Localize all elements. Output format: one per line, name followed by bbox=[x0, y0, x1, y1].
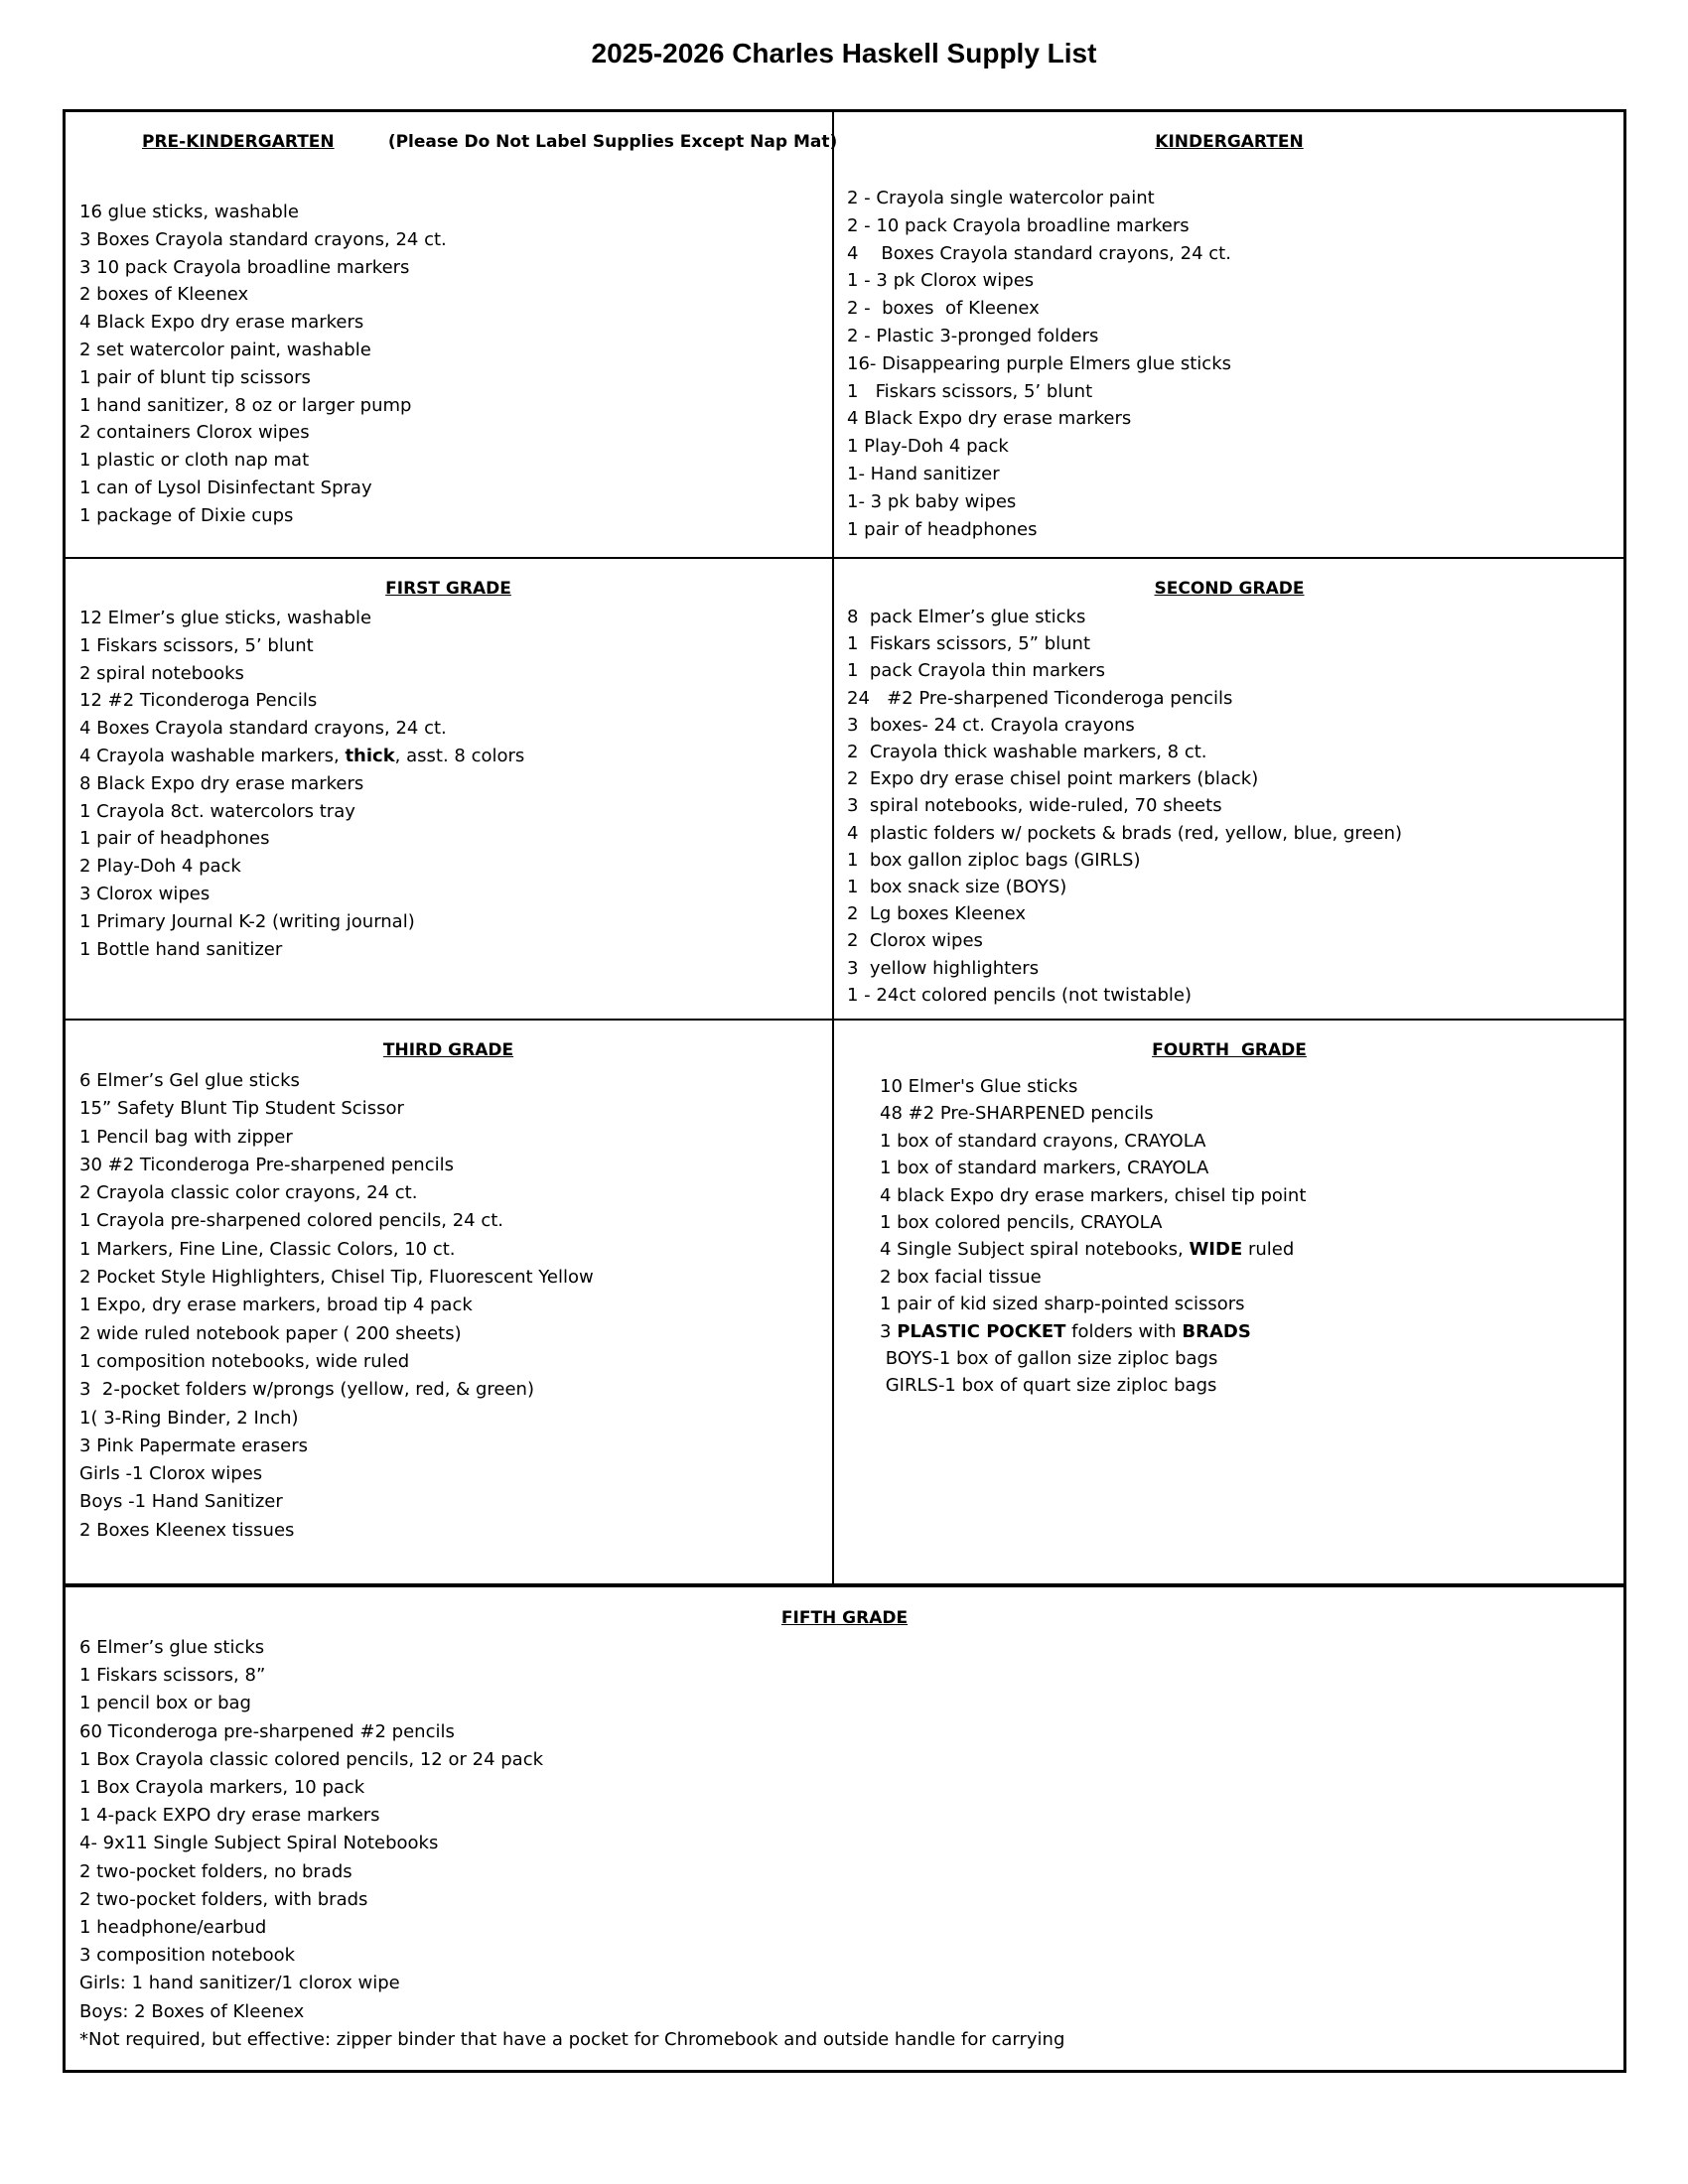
prek-note: (Please Do Not Label Supplies Except Nap Mat) bbox=[387, 132, 838, 152]
item-text: ruled bbox=[1242, 1239, 1295, 1261]
list-item: 1 pair of blunt tip scissors bbox=[79, 366, 311, 388]
list-item: 12 #2 Ticonderoga Pencils bbox=[79, 690, 318, 712]
list-item: 1 box of standard markers, CRAYOLA bbox=[880, 1158, 1209, 1179]
list-item: 1 box gallon ziploc bags (GIRLS) bbox=[847, 849, 1141, 871]
fourth-grade-list bbox=[880, 1073, 1306, 1400]
list-item: 1 Fiskars scissors, 5’ blunt bbox=[847, 380, 1093, 402]
third-grade-list bbox=[79, 1067, 594, 1545]
list-item: 3 Pink Papermate erasers bbox=[79, 1434, 309, 1456]
kindergarten-heading: KINDERGARTEN bbox=[1155, 132, 1304, 152]
list-item: 2 - 10 pack Crayola broadline markers bbox=[847, 214, 1190, 236]
item-text: 4 Crayola washable markers, bbox=[79, 745, 346, 766]
list-item: 2 box facial tissue bbox=[880, 1266, 1042, 1288]
list-item: 8 pack Elmer’s glue sticks bbox=[847, 607, 1086, 627]
list-item: 4 Boxes Crayola standard crayons, 24 ct. bbox=[847, 242, 1231, 264]
list-item: Boys -1 Hand Sanitizer bbox=[79, 1491, 283, 1513]
column-divider bbox=[832, 109, 834, 1585]
list-item: 4 Black Expo dry erase markers bbox=[847, 408, 1132, 430]
list-item: 1 pair of kid sized sharp-pointed scissors bbox=[880, 1294, 1245, 1315]
list-item: 1 Expo, dry erase markers, broad tip 4 pack bbox=[79, 1295, 473, 1316]
list-item: 8 Black Expo dry erase markers bbox=[79, 772, 364, 794]
fifth-grade-list bbox=[79, 1634, 1064, 2054]
list-item: BOYS-1 box of gallon size ziploc bags bbox=[880, 1348, 1218, 1370]
list-item: 2 Lg boxes Kleenex bbox=[847, 903, 1026, 925]
list-item: 16- Disappearing purple Elmers glue sticks bbox=[847, 352, 1232, 374]
list-item: 2 containers Clorox wipes bbox=[79, 422, 310, 444]
list-item: 4 plastic folders w/ pockets & brads (red, yellow, blue, green) bbox=[847, 822, 1402, 844]
list-item: 1 Pencil bag with zipper bbox=[79, 1126, 293, 1148]
list-item: 1 box colored pencils, CRAYOLA bbox=[880, 1212, 1163, 1234]
list-item: 4 Boxes Crayola standard crayons, 24 ct. bbox=[79, 718, 447, 740]
list-item bbox=[79, 743, 524, 770]
item-emphasis: thick bbox=[345, 745, 395, 766]
list-item: 1 hand sanitizer, 8 oz or larger pump bbox=[79, 394, 412, 416]
kindergarten-list bbox=[847, 185, 1231, 543]
item-emphasis: PLASTIC POCKET bbox=[897, 1320, 1066, 1342]
list-item: 1 Box Crayola markers, 10 pack bbox=[79, 1777, 365, 1799]
list-item: 1 - 24ct colored pencils (not twistable) bbox=[847, 984, 1193, 1006]
list-item: 3 Boxes Crayola standard crayons, 24 ct. bbox=[79, 228, 447, 250]
list-item: 2 Expo dry erase chisel point markers (black) bbox=[847, 768, 1259, 790]
list-item: 2 - boxes of Kleenex bbox=[847, 298, 1040, 320]
list-item: 1 Crayola 8ct. watercolors tray bbox=[79, 800, 355, 822]
list-item: *Not required, but effective: zipper binder that have a pocket for Chromebook and outside handle for carrying bbox=[79, 2028, 1065, 2050]
list-item: 2 set watercolor paint, washable bbox=[79, 339, 371, 360]
list-item: 1 package of Dixie cups bbox=[79, 504, 294, 526]
list-item: GIRLS-1 box of quart size ziploc bags bbox=[880, 1375, 1217, 1397]
list-item: 2 Clorox wipes bbox=[847, 930, 983, 952]
list-item: 1 Play-Doh 4 pack bbox=[847, 436, 1009, 458]
list-item: 1 Crayola pre-sharpened colored pencils, 24 ct. bbox=[79, 1210, 504, 1232]
list-item: Girls -1 Clorox wipes bbox=[79, 1463, 263, 1485]
item-text: folders with bbox=[1065, 1320, 1183, 1342]
list-item: 12 Elmer’s glue sticks, washable bbox=[79, 608, 372, 628]
list-item: 4- 9x11 Single Subject Spiral Notebooks bbox=[79, 1833, 439, 1854]
list-item: 2 - Plastic 3-pronged folders bbox=[847, 325, 1099, 346]
list-item: 2 two-pocket folders, with brads bbox=[79, 1888, 368, 1910]
list-item: 48 #2 Pre-SHARPENED pencils bbox=[880, 1103, 1154, 1125]
list-item: 3 composition notebook bbox=[79, 1945, 296, 1967]
fifth-grade-heading: FIFTH GRADE bbox=[780, 1608, 909, 1628]
list-item: 2 Pocket Style Highlighters, Chisel Tip, Fluorescent Yellow bbox=[79, 1267, 594, 1289]
list-item: 1( 3-Ring Binder, 2 Inch) bbox=[79, 1407, 299, 1429]
list-item: 2 - Crayola single watercolor paint bbox=[847, 188, 1155, 208]
row-divider-1 bbox=[63, 557, 1626, 559]
list-item: 1 composition notebooks, wide ruled bbox=[79, 1350, 410, 1372]
list-item: 24 #2 Pre-sharpened Ticonderoga pencils bbox=[847, 687, 1233, 709]
list-item: 2 Play-Doh 4 pack bbox=[79, 856, 241, 878]
list-item: 2 Boxes Kleenex tissues bbox=[79, 1519, 295, 1541]
item-emphasis: WIDE bbox=[1189, 1239, 1243, 1261]
list-item: 1- Hand sanitizer bbox=[847, 463, 1000, 484]
prek-list bbox=[79, 199, 447, 530]
list-item: 4 black Expo dry erase markers, chisel tip point bbox=[880, 1184, 1307, 1206]
prek-heading: PRE-KINDERGARTEN bbox=[142, 132, 335, 152]
item-text: , asst. 8 colors bbox=[394, 745, 525, 766]
list-item: 1 4-pack EXPO dry erase markers bbox=[79, 1805, 380, 1827]
list-item: 1 Bottle hand sanitizer bbox=[79, 938, 283, 960]
list-item: 1 pair of headphones bbox=[847, 518, 1038, 540]
row-divider-2 bbox=[63, 1019, 1626, 1021]
list-item: 1 pencil box or bag bbox=[79, 1693, 251, 1714]
list-item: 2 Crayola classic color crayons, 24 ct. bbox=[79, 1182, 418, 1204]
list-item: 2 boxes of Kleenex bbox=[79, 284, 249, 306]
list-item: 3 yellow highlighters bbox=[847, 957, 1040, 979]
list-item: 1 plastic or cloth nap mat bbox=[79, 450, 310, 472]
list-item: 1 Fiskars scissors, 5” blunt bbox=[847, 633, 1091, 655]
list-item: 1 - 3 pk Clorox wipes bbox=[847, 270, 1035, 292]
list-item: 2 two-pocket folders, no brads bbox=[79, 1860, 352, 1882]
list-item: 1 can of Lysol Disinfectant Spray bbox=[79, 477, 372, 498]
list-item: 2 spiral notebooks bbox=[79, 662, 244, 684]
list-item: 1 headphone/earbud bbox=[79, 1917, 267, 1939]
list-item: 2 Crayola thick washable markers, 8 ct. bbox=[847, 742, 1207, 763]
list-item: 3 2-pocket folders w/prongs (yellow, red, & green) bbox=[79, 1379, 534, 1401]
list-item: 10 Elmer's Glue sticks bbox=[880, 1076, 1078, 1097]
list-item: 3 10 pack Crayola broadline markers bbox=[79, 256, 410, 278]
second-grade-list bbox=[847, 604, 1402, 1009]
list-item: 1- 3 pk baby wipes bbox=[847, 490, 1017, 512]
list-item: 2 wide ruled notebook paper ( 200 sheets) bbox=[79, 1322, 462, 1344]
list-item: 3 boxes- 24 ct. Crayola crayons bbox=[847, 714, 1135, 736]
list-item: 1 Primary Journal K-2 (writing journal) bbox=[79, 910, 415, 932]
third-grade-heading: THIRD GRADE bbox=[382, 1040, 514, 1060]
first-grade-heading: FIRST GRADE bbox=[385, 579, 511, 599]
list-item: 1 Fiskars scissors, 8” bbox=[79, 1665, 266, 1687]
list-item: 1 box of standard crayons, CRAYOLA bbox=[880, 1130, 1206, 1152]
prek-header bbox=[142, 132, 837, 152]
row-divider-3 bbox=[63, 1583, 1626, 1587]
list-item: 1 Fiskars scissors, 5’ blunt bbox=[79, 634, 314, 656]
list-item: 30 #2 Ticonderoga Pre-sharpened pencils bbox=[79, 1154, 454, 1175]
list-item bbox=[880, 1236, 1306, 1263]
item-emphasis: BRADS bbox=[1182, 1320, 1251, 1342]
page-title: 2025-2026 Charles Haskell Supply List bbox=[591, 38, 1097, 68]
fourth-grade-heading: FOURTH GRADE bbox=[1152, 1040, 1307, 1060]
list-item: 6 Elmer’s glue sticks bbox=[79, 1637, 265, 1658]
list-item: 1 Box Crayola classic colored pencils, 12 or 24 pack bbox=[79, 1748, 544, 1770]
list-item: 15” Safety Blunt Tip Student Scissor bbox=[79, 1098, 404, 1120]
second-grade-heading: SECOND GRADE bbox=[1154, 579, 1305, 599]
list-item: 3 Clorox wipes bbox=[79, 883, 211, 904]
list-item: Boys: 2 Boxes of Kleenex bbox=[79, 2000, 305, 2022]
item-text: 3 bbox=[880, 1320, 898, 1342]
list-item bbox=[880, 1318, 1306, 1345]
list-item: 6 Elmer’s Gel glue sticks bbox=[79, 1070, 300, 1091]
first-grade-list bbox=[79, 605, 524, 963]
item-text: 4 Single Subject spiral notebooks, bbox=[880, 1239, 1190, 1261]
list-item: 1 box snack size (BOYS) bbox=[847, 877, 1067, 898]
list-item: 1 pack Crayola thin markers bbox=[847, 660, 1106, 682]
list-item: 3 spiral notebooks, wide-ruled, 70 sheets bbox=[847, 795, 1222, 817]
list-item: 60 Ticonderoga pre-sharpened #2 pencils bbox=[79, 1720, 455, 1742]
list-item: Girls: 1 hand sanitizer/1 clorox wipe bbox=[79, 1973, 400, 1994]
list-item: 1 pair of headphones bbox=[79, 828, 270, 850]
list-item: 4 Black Expo dry erase markers bbox=[79, 312, 364, 334]
list-item: 16 glue sticks, washable bbox=[79, 202, 299, 222]
list-item: 1 Markers, Fine Line, Classic Colors, 10 ct. bbox=[79, 1238, 456, 1260]
